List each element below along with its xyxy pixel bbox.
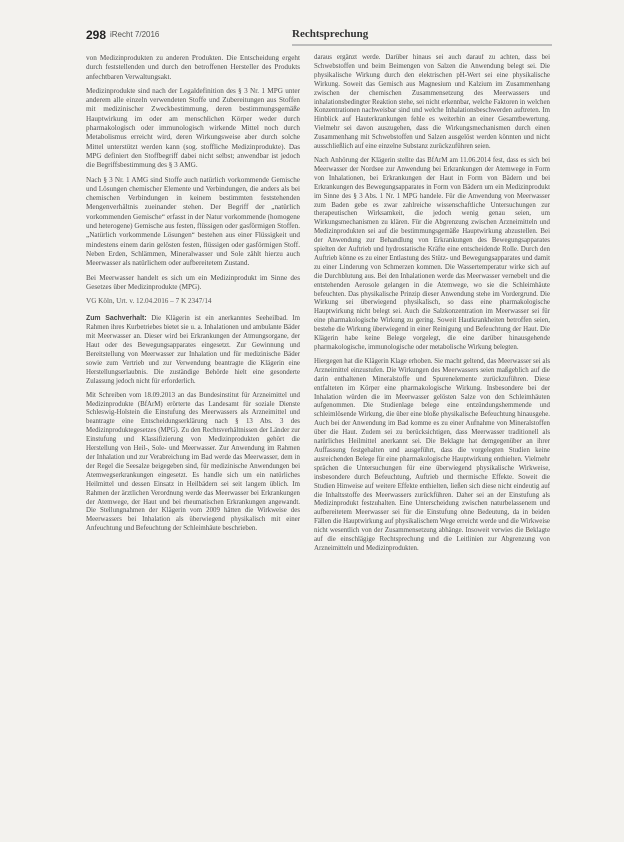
left-column <box>86 54 300 820</box>
paragraph: Nach § 3 Nr. 1 AMG sind Stoffe auch natürlich vorkommende Gemische und Lösungen chemischer Elemente und Verbindungen, die anders als bei chemischen Verbindungen in keinem bestimmten feststehenden Mengenverhältnis zueinander stehen. Der Begriff der „natürlich vorkommenden Gemische“ erfasst in der Natur vorkommende (homogene und heterogene) Gemische aus festen, flüssigen oder gasförmigen Stoffen. „Natürlich vorkommende Lösungen“ bestehen aus einer Flüssigkeit und mindestens einem darin gelösten festen, flüssigen oder gasförmigen Stoff. Neben Erden, Schlämmen, Mineralwasser und Sole zählt hierzu auch Meerwasser als natürlichem oder aufbereitetem Zustand. <box>86 175 300 268</box>
paragraph: daraus ergänzt werde. Darüber hinaus sei auch darauf zu achten, dass bei Schwebstoffen und beim Beimengen von Salzen die Anwendung belegt sei. Die physikalische Wirkung durch den elektrischen pH-Wert sei eine physikalische Wirkung. Soweit das Gemisch aus Magnesium und Kalzium im Zusammenhang zwischen der chemischen Zusammensetzung des Meerwassers und inhalationsbedingter Reaktion stehe, sei nicht erkennbar, welche Faktoren in welchen Konzentrationen nachweisbar sind und welche Inhalationsbeschwerden auftreten. Im Hinblick auf Hauterkrankungen fehle es weiterhin an einer Gesamtbewertung. Vielmehr sei davon auszugehen, dass die Wirkungsmechanismen durch einen Zusammenhang mit Schwebstoffen und Salzen ausgelöst werden könnten und nicht ausschließlich auf eine einzelne Substanz zurückzuführen seien. <box>314 54 550 151</box>
paragraph: Nach Anhörung der Klägerin stellte das BfArM am 11.06.2014 fest, dass es sich bei Meerwasser der Nordsee zur Anwendung bei Erkrankungen der Atemwege in Form von Inhalationen, bei Erkrankungen der Haut in Form von Bädern und bei Erkrankungen des Bewegungsapparates in Form von Bädern um ein Medizinprodukt im Sinne des § 3 Abs. 1 Nr. 1 MPG handele. Für die Anwendung von Meerwasser zum Baden gebe es zwar zahlreiche wissenschaftliche Untersuchungen zur therapeutischen Wirksamkeit, die jedoch wenig genau seien, um Wirkungsmechanismen zu klären. Für die Abgrenzung zwischen Arzneimitteln und Medizinprodukten sei auf die bestimmungsgemäße Hauptwirkung abzustellen. Bei der Anwendung zur Behandlung von Erkrankungen des Bewegungsapparates spielten der Auftrieb und hydrostatische Kräfte eine entscheidende Rolle. Durch den Auftrieb könne es zu einer Entlastung des Stütz- und Bewegungsapparates und damit zu einer Linderung von Schmerzen kommen. Die Wassertemperatur wirke sich auf die Durchblutung aus. Bei den Inhalationen werde das Meerwasser vernebelt und die entstehenden Aerosole gelangen in die Atemwege, wo sie die Schleimhäute befeuchten. Das physikalische Prinzip dieser Anwendung stehe im Vordergrund. Die Wirkung sei überwiegend physikalisch, so dass eine pharmakologische Hauptwirkung nicht belegt sei. Auch die Salzkonzentration im Meerwasser sei für eine pharmakologische Wirkung zu gering. Soweit Hautkrankheiten betroffen seien, bestehe die Wirkung überwiegend in einer Reinigung und Befeuchtung der Haut. Die Klägerin habe keine Belege vorgelegt, die eine darüber hinausgehende pharmakologische, immunologische oder metabolische Wirkung belegten. <box>314 156 550 351</box>
page-header <box>86 22 552 48</box>
paragraph: Hiergegen hat die Klägerin Klage erhoben. Sie macht geltend, das Meerwasser sei als Arzneimittel einzustufen. Die Wirkungen des Meerwassers seien maßgeblich auf die darin enthaltenen Mineralstoffe und Spurenelemente zurückzuführen. Diese entfalteten im Körper eine pharmakologische Wirkung. Insbesondere bei der Inhalation würden die im Meerwasser gelösten Salze von den Schleimhäuten aufgenommen. Die Studienlage belege eine entzündungshemmende und schleimlösende Wirkung, die über eine bloße physikalische Befeuchtung hinausgehe. Auch bei der Anwendung im Bad komme es zu einer Aufnahme von Mineralstoffen über die Haut. Zudem sei zu berücksichtigen, dass Meerwasser traditionell als natürliches Heilmittel anerkannt sei. Die Beklagte hat demgegenüber an ihrer Auffassung festgehalten und ausgeführt, dass die vorgelegten Studien keine ausreichenden Belege für eine pharmakologische Hauptwirkung enthielten. Vielmehr sprächen die Untersuchungen für eine überwiegend physikalische Wirkweise, insbesondere durch Befeuchtung, Auftrieb und thermische Effekte. Soweit die Studien Hinweise auf weitere Effekte enthielten, ließen sich diese nicht eindeutig auf die Inhaltsstoffe des Meerwassers zurückführen. Daher sei an der Einstufung als Medizinprodukt festzuhalten. Eine Unterscheidung zwischen naturbelassenem und aufbereitetem Meerwasser sei für die Einstufung ohne Bedeutung, da in beiden Fällen die Hauptwirkung auf physikalischem Wege erreicht werde und die Wirkweise nicht wesentlich von der Zusammensetzung abhänge. Insoweit verwies die Beklagte auf die einschlägige Rechtsprechung und die Leitlinien zur Abgrenzung von Arzneimitteln und Medizinprodukten. <box>314 357 550 552</box>
paragraph: Mit Schreiben vom 18.09.2013 an das Bundesinstitut für Arzneimittel und Medizinprodukte (BfArM) erörterte das Landesamt für soziale Dienste Schleswig-Holstein die Einstufung des Meerwassers als Arzneimittel und beantragte eine Entscheidungserklärung nach § 13 Abs. 3 des Medizinproduktegesetzes (MPG). Zu den Rechtsverhältnissen der Länder zur Einstufung und Klassifizierung von Medizinprodukten gehört die Herstellung von Heil-, Sole- und Meerwasser. Zur Anwendung im Rahmen der Inhalation und zur Verabreichung im Bad werde das Meerwasser, dem in der Regel die Seesalze beigegeben sind, für medizinische Anwendungen bei Atemwegserkrankungen eingesetzt. Es handle sich um ein natürliches Heilmittel und dessen Einsatz in Heilbädern sei seit langem üblich. Im Rahmen der ärztlichen Verordnung werde das Meerwasser bei Erkrankungen der Atemwege, der Haut und bei rheumatischen Erkrankungen angewandt. Die Stellungnahmen der Klägerin vom 2009 hätten die Wirkweise des Meerwassers bei Inhalation als überwiegend physikalisch mit einer Anfeuchtung und Befeuchtung der Schleimhäute beschrieben. <box>86 391 300 533</box>
journal-name: iRecht 7/2016 <box>110 30 160 39</box>
headnote: Bei Meerwasser handelt es sich um ein Medizinprodukt im Sinne des Gesetzes über Medizinprodukte (MPG). <box>86 273 300 291</box>
case-citation: VG Köln, Urt. v. 12.04.2016 – 7 K 2347/14 <box>86 297 212 306</box>
section-title: Rechtsprechung <box>292 28 369 40</box>
summary-paragraph <box>86 315 300 386</box>
right-column <box>314 54 550 820</box>
page-number: 298 <box>86 28 107 42</box>
summary-text: Die Klägerin ist ein anerkanntes Seeheilbad. Im Rahmen ihres Kurbetriebes bietet sie u. a. Inhalationen und ambulante Bäder mit Meerwasser an. Dieser wird bei Erkrankungen der Atmungsorgane, der Haut oder des Bewegungsapparates eingesetzt. Zur Gewinnung und Bereitstellung von Meerwasser zur Inhalation und für medizinische Bäder sowie zum Vertrieb und zur Verwendung beantragte die Klägerin eine Herstellungserlaubnis. Die zuständige Behörde hielt eine gesonderte Zulassung jedoch nicht für erforderlich. <box>86 315 300 385</box>
paragraph: Medizinprodukte sind nach der Legaldefinition des § 3 Nr. 1 MPG unter anderem alle einzeln verwendeten Stoffe und Zubereitungen aus Stoffen mit medizinischer Zweckbestimmung, deren bestimmungsgemäße Hauptwirkung im oder am menschlichen Körper weder durch pharmakologisch oder immunologisch wirkende Mittel noch durch Metabolismus erreicht wird, deren Wirkungsweise aber durch solche Mittel unterstützt werden kann (sog. stoffliche Medizinprodukte). Das MPG definiert den Stoffbegriff dabei nicht selbst; anwendbar ist jedoch die Begriffsbestimmung des § 3 AMG. <box>86 86 300 170</box>
header-rule <box>292 44 552 46</box>
paragraph: von Medizinprodukten zu anderen Produkten. Die Entscheidung ergeht durch feststellenden und durch den betroffenen Hersteller des Produkts anfechtbaren Verwaltungsakt. <box>86 54 300 81</box>
summary-lead: Zum Sachverhalt: <box>86 315 147 323</box>
